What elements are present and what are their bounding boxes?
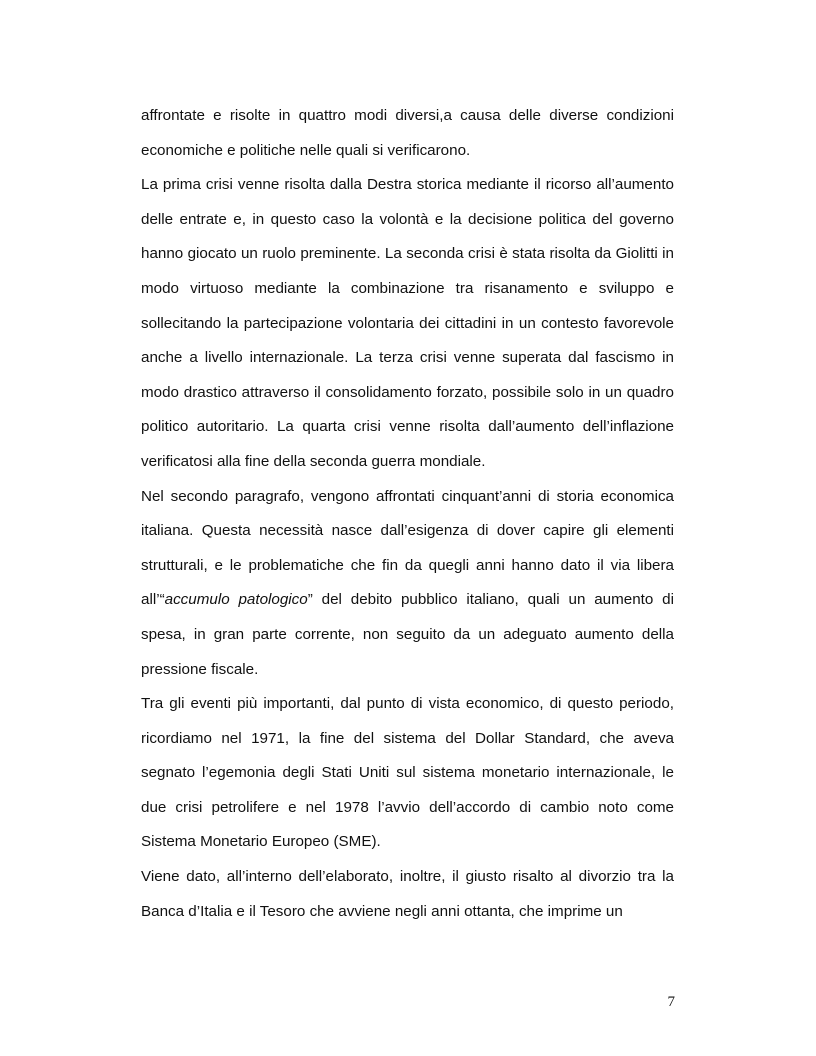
paragraph-1: affrontate e risolte in quattro modi diversi,a causa delle diverse condizioni economiche e politiche nelle quali si verificarono. xyxy=(141,107,674,159)
page-number: 7 xyxy=(667,994,675,1010)
paragraph-4: Tra gli eventi più importanti, dal punto di vista economico, di questo periodo, ricordiamo nel 1971, la fine del sistema del Dollar Standard, che aveva segnato l’egemonia degli Stati Uniti sul sistema monetario internazionale, le due crisi petrolifere e nel 1978 l’avvio dell’accordo di cambio noto come Sistema Monetario Europeo (SME). xyxy=(141,695,674,851)
italic-term: accumulo patologico xyxy=(164,591,308,609)
paragraph-5: Viene dato, all’interno dell’elaborato, inoltre, il giusto risalto al divorzio tra la Banca d’Italia e il Tesoro che avviene negli anni ottanta, che imprime un xyxy=(141,868,674,920)
paragraph-2: La prima crisi venne risolta dalla Destra storica mediante il ricorso all’aumento delle entrate e, in questo caso la volontà e la decisione politica del governo hanno giocato un ruolo preminente. La seconda crisi è stata risolta da Giolitti in modo virtuoso mediante la combinazione tra risanamento e sviluppo e sollecitando la partecipazione volontaria dei cittadini in un contesto favorevole anche a livello internazionale. La terza crisi venne superata dal fascismo in modo drastico attraverso il consolidamento forzato, possibile solo in un quadro politico autoritario. La quarta crisi venne risolta dall’aumento dell’inflazione verificatosi alla fine della seconda guerra mondiale. xyxy=(141,176,674,470)
paragraph-3-text-before: Nel secondo paragrafo, vengono affrontati cinquant’anni di storia economica italiana. Questa necessità nasce dall’esigenza di dover capire gli elementi strutturali, e le problematiche che fin da quegli anni hanno dato il via libera all’“ xyxy=(141,487,674,609)
paragraph-3-text-after: ” del debito pubblico italiano, quali un aumento di spesa, in gran parte corrente, non seguito da un adeguato aumento della pressione fiscale. xyxy=(141,591,674,678)
body-text xyxy=(141,99,674,929)
paragraph-3 xyxy=(141,480,674,688)
